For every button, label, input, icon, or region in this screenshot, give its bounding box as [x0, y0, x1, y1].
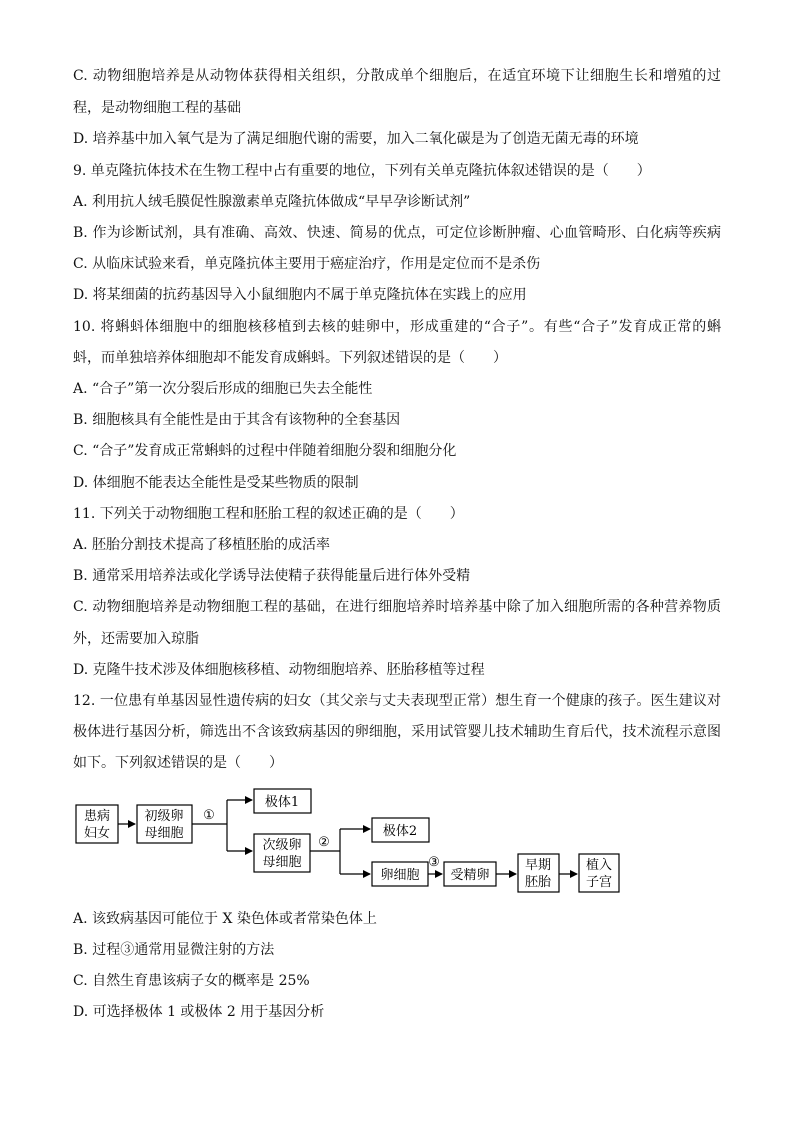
option-d: D. 体细胞不能表达全能性是受某些物质的限制: [73, 475, 359, 491]
early-embryo-label-2: 胚胎: [524, 875, 552, 890]
step-1-label: ①: [203, 808, 215, 823]
option-d: D. 将某细菌的抗药基因导入小鼠细胞内不属于单克隆抗体在实践上的应用: [73, 287, 527, 303]
step-2-label: ②: [318, 835, 330, 850]
text-line: D. 培养基中加入氧气是为了满足细胞代谢的需要，加入二氧化碳是为了创造无菌无毒的环境: [73, 131, 639, 147]
question-12-stem: 12. 一位患有单基因显性遗传病的妇女（其父亲与丈夫表现型正常）想生育一个健康的孩子。医生建议对: [73, 693, 721, 709]
primary-oocyte-box: [137, 805, 192, 843]
option-c-cont: 外，还需要加入琼脂: [73, 631, 199, 647]
secondary-oocyte-label-2: 母细胞: [262, 855, 302, 870]
option-a: A. 该致病基因可能位于 X 染色体或者常染色体上: [73, 911, 377, 927]
step-3-label: ③: [428, 855, 440, 870]
option-b: B. 通常采用培养法或化学诱导法使精子获得能量后进行体外受精: [73, 568, 471, 584]
patient-label-1: 患病: [83, 809, 111, 824]
option-d: D. 克隆牛技术涉及体细胞核移植、动物细胞培养、胚胎移植等过程: [73, 662, 485, 678]
polar-body-1-label: 极体1: [264, 795, 300, 810]
option-c: C. “合子”发育成正常蝌蚪的过程中伴随着细胞分裂和细胞分化: [73, 443, 457, 459]
egg-label: 卵细胞: [380, 868, 420, 883]
egg-box: [372, 862, 428, 886]
zygote-label: 受精卵: [450, 868, 490, 883]
secondary-oocyte-label-1: 次级卵: [262, 838, 302, 853]
patient-box: [76, 805, 118, 843]
text-line: C. 动物细胞培养是从动物体获得相关组织，分散成单个细胞后，在适宜环境下让细胞生长和增殖的过: [73, 68, 721, 84]
implant-label-2: 子宫: [585, 875, 613, 890]
option-b: B. 细胞核具有全能性是由于其含有该物种的全套基因: [73, 412, 401, 428]
option-a: A. “合子”第一次分裂后形成的细胞已失去全能性: [73, 381, 373, 397]
zygote-box: [444, 862, 496, 886]
option-d: D. 可选择极体 1 或极体 2 用于基因分析: [73, 1004, 325, 1020]
text-line: 程，是动物细胞工程的基础: [73, 100, 241, 116]
option-c: C. 自然生育患该病子女的概率是 25%: [73, 973, 310, 989]
option-b: B. 作为诊断试剂，具有准确、高效、快速、简易的优点，可定位诊断肿瘤、心血管畸形、白化病等疾病: [73, 225, 721, 241]
polar-body-1-box: [254, 789, 311, 813]
polar-body-2-box: [372, 818, 429, 842]
question-12-stem-cont: 极体进行基因分析，筛选出不含该致病基因的卵细胞，采用试管婴儿技术辅助生育后代，技术流程示意图: [73, 724, 721, 740]
secondary-oocyte-box: [254, 834, 310, 872]
question-10-stem: 10. 将蝌蚪体细胞中的细胞核移植到去核的蛙卵中，形成重建的“合子”。有些“合子”发育成正常的蝌: [73, 319, 721, 335]
question-9-stem: 9. 单克隆抗体技术在生物工程中占有重要的地位，下列有关单克隆抗体叙述错误的是（ ）: [73, 163, 651, 179]
question-11-stem: 11. 下列关于动物细胞工程和胚胎工程的叙述正确的是（ ）: [73, 506, 464, 522]
early-embryo-label-1: 早期: [524, 858, 552, 873]
early-embryo-box: [518, 854, 559, 892]
implant-label-1: 植入: [585, 858, 613, 873]
primary-oocyte-label-1: 初级卵: [144, 809, 184, 824]
option-b: B. 过程③通常用显微注射的方法: [73, 942, 275, 958]
patient-label-2: 妇女: [83, 826, 111, 841]
question-12-stem-cont: 如下。下列叙述错误的是（ ）: [73, 755, 283, 771]
primary-oocyte-label-2: 母细胞: [144, 826, 184, 841]
question-10-stem-cont: 蚪，而单独培养体细胞却不能发育成蝌蚪。下列叙述错误的是（ ）: [73, 350, 507, 366]
option-a: A. 利用抗人绒毛膜促性腺激素单克隆抗体做成“早早孕诊断试剂”: [73, 194, 471, 210]
option-a: A. 胚胎分割技术提高了移植胚胎的成活率: [73, 537, 331, 553]
implant-box: [579, 854, 619, 892]
option-c: C. 从临床试验来看，单克隆抗体主要用于癌症治疗，作用是定位而不是杀伤: [73, 256, 541, 272]
option-c: C. 动物细胞培养是动物细胞工程的基础，在进行细胞培养时培养基中除了加入细胞所需的各种营养物质: [73, 599, 721, 615]
polar-body-2-label: 极体2: [382, 824, 418, 839]
